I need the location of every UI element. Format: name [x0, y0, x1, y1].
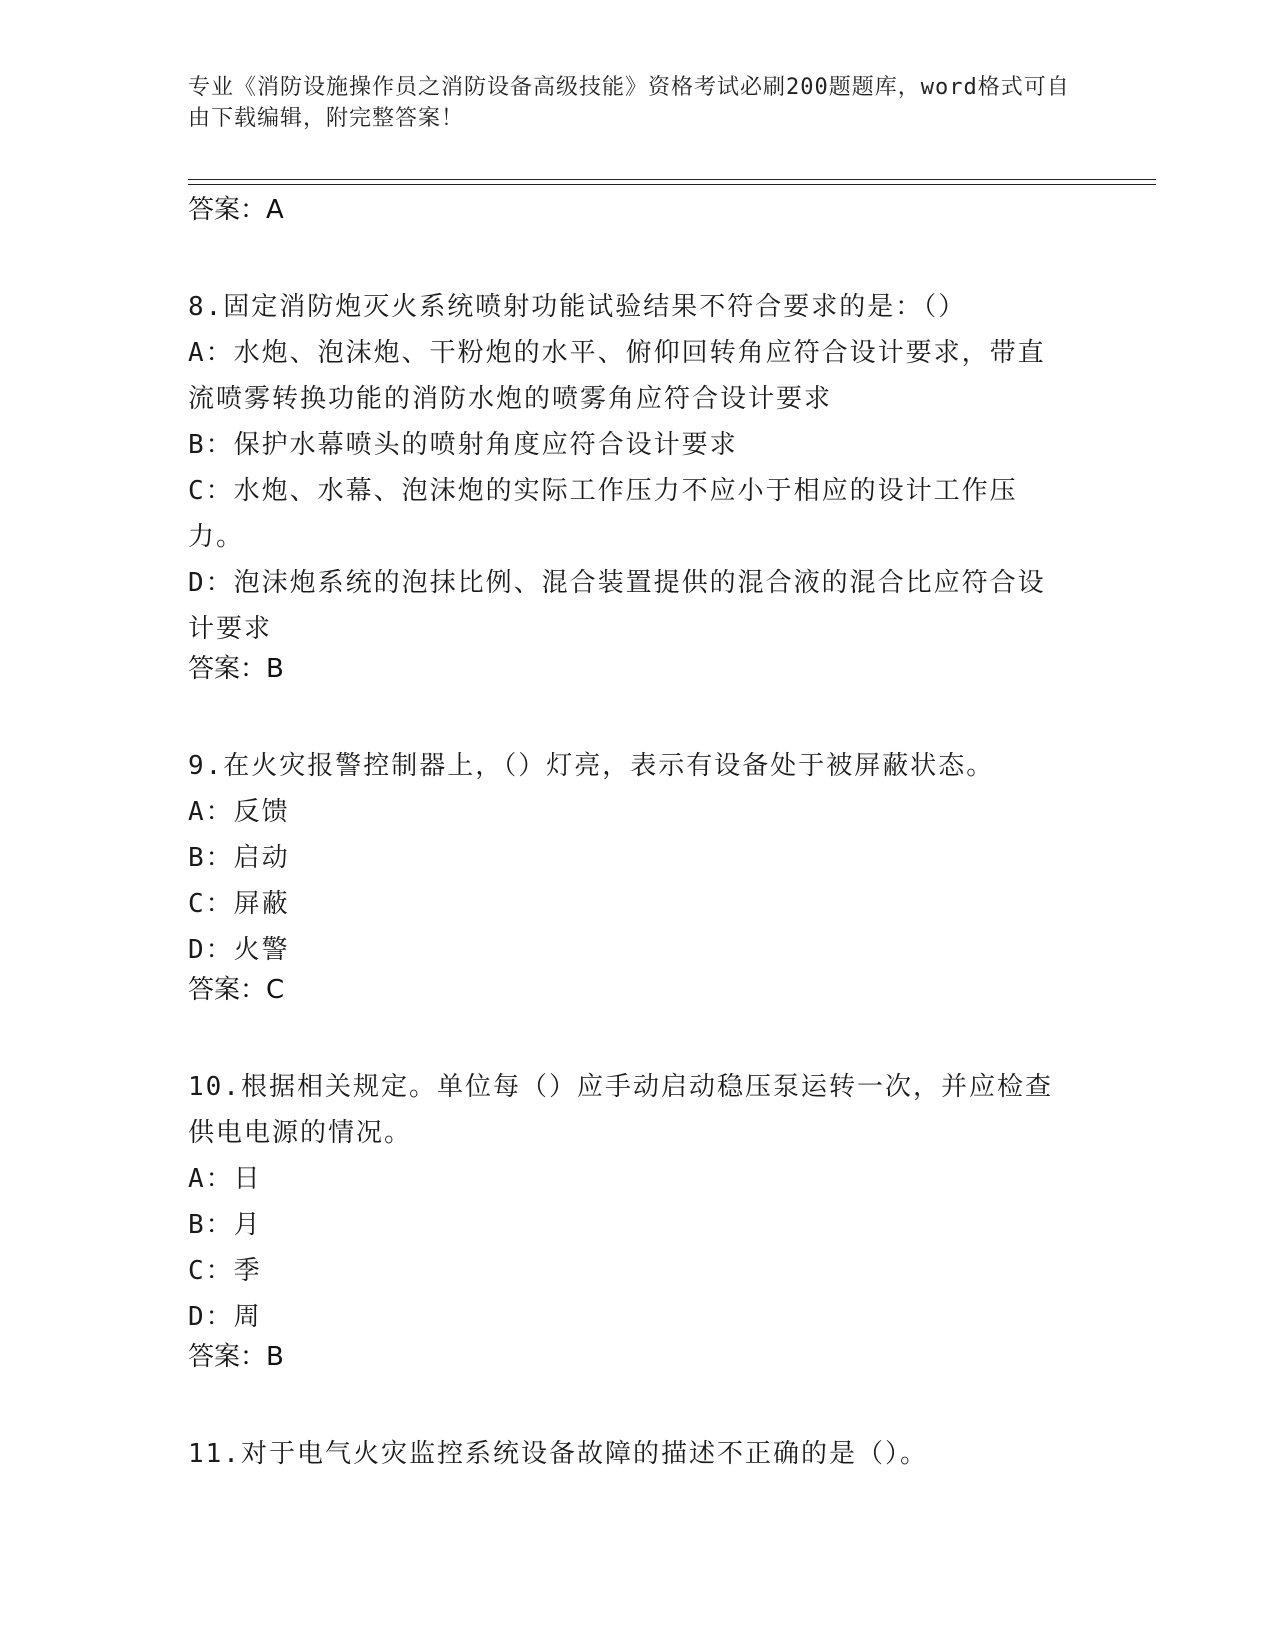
question-8: [188, 284, 1068, 687]
option-a: A：反馈: [188, 797, 290, 827]
question-11: [188, 1431, 1068, 1477]
answer-line: 答案：B: [188, 1342, 284, 1372]
question-9: [188, 743, 1068, 1008]
option-a: A：日: [188, 1164, 262, 1194]
question-stem: 11.对于电气火灾监控系统设备故障的描述不正确的是（）。: [188, 1439, 928, 1469]
header-rule-top: [188, 179, 1156, 180]
option-d: D：泡沫炮系统的泡抹比例、混合装置提供的混合液的混合比应符合设计要求: [188, 568, 1046, 644]
option-a: A：水炮、泡沫炮、干粉炮的水平、俯仰回转角应符合设计要求，带直流喷雾转换功能的消防水炮的喷雾角应符合设计要求: [188, 338, 1046, 414]
question-10: [188, 1064, 1068, 1375]
option-b: B：保护水幕喷头的喷射角度应符合设计要求: [188, 430, 738, 460]
answer-line: 答案：C: [188, 975, 285, 1005]
document-header: 专业《消防设施操作员之消防设备高级技能》资格考试必刷200题题库，word格式可自由下载编辑，附完整答案！: [188, 75, 1070, 131]
option-d: D：周: [188, 1302, 262, 1332]
option-c: C：水炮、水幕、泡沫炮的实际工作压力不应小于相应的设计工作压力。: [188, 476, 1018, 552]
question-stem: 9.在火灾报警控制器上，（）灯亮，表示有设备处于被屏蔽状态。: [188, 751, 995, 781]
option-b: B：启动: [188, 843, 290, 873]
option-d: D：火警: [188, 935, 290, 965]
answer-line: 答案：B: [188, 654, 284, 684]
option-c: C：季: [188, 1256, 262, 1286]
question-stem: 10.根据相关规定。单位每（）应手动启动稳压泵运转一次，并应检查供电电源的情况。: [188, 1072, 1053, 1148]
question-stem: 8.固定消防炮灭火系统喷射功能试验结果不符合要求的是：（）: [188, 292, 967, 322]
option-c: C：屏蔽: [188, 889, 290, 919]
header-rule-bottom: [188, 184, 1156, 185]
question-list: [188, 193, 1068, 1477]
answer-line: 答案：A: [188, 195, 284, 225]
option-b: B：月: [188, 1210, 262, 1240]
